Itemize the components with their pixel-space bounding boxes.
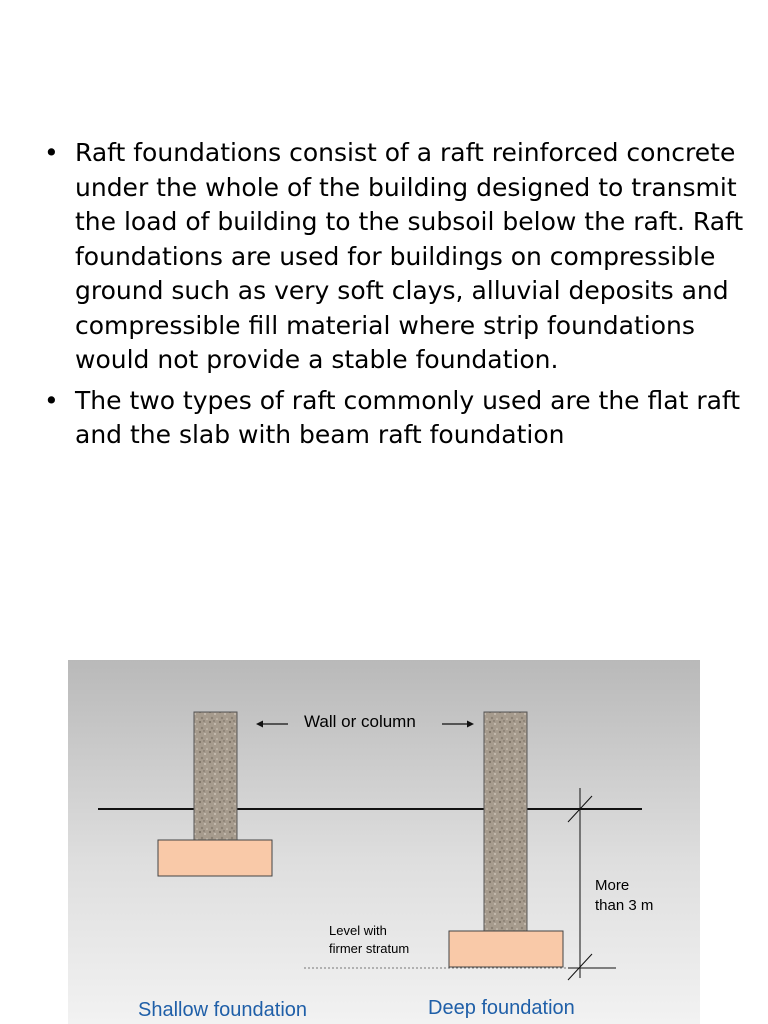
depth-label-line1: More bbox=[595, 877, 630, 894]
bullet-text: The two types of raft commonly used are the flat raft and the slab with beam raft foundation bbox=[75, 385, 741, 449]
deep-footing bbox=[449, 931, 563, 967]
bullet-item bbox=[44, 384, 744, 453]
wall-column-label: Wall or column bbox=[304, 712, 416, 731]
depth-label-line2: than 3 m bbox=[595, 897, 654, 914]
foundation-diagram bbox=[68, 660, 700, 1024]
bullet-dot: • bbox=[44, 138, 59, 167]
shallow-foundation-caption: Shallow foundation bbox=[138, 999, 308, 1021]
bullet-item bbox=[44, 136, 744, 378]
depth-label bbox=[595, 876, 685, 916]
firmer-stratum-label-line1: Level with bbox=[329, 923, 387, 938]
bullet-dot: • bbox=[44, 385, 59, 415]
deep-column bbox=[484, 712, 527, 931]
firmer-stratum-label-line2: firmer stratum bbox=[329, 941, 410, 956]
bullet-text: Raft foundations consist of a raft reinforced concrete under the whole of the building designed to transmit the load of building to the subsoil below the raft. Raft foundations are used for buildings on compressible ground such as very soft clays, alluvial deposits and compressible fill material where strip foundations would not provide a stable foundation. bbox=[75, 138, 744, 374]
firmer-stratum-label bbox=[329, 922, 439, 958]
shallow-column bbox=[194, 712, 237, 840]
deep-foundation-caption: Deep foundation bbox=[428, 997, 575, 1019]
bullet-list bbox=[44, 136, 744, 459]
shallow-footing bbox=[158, 840, 272, 876]
